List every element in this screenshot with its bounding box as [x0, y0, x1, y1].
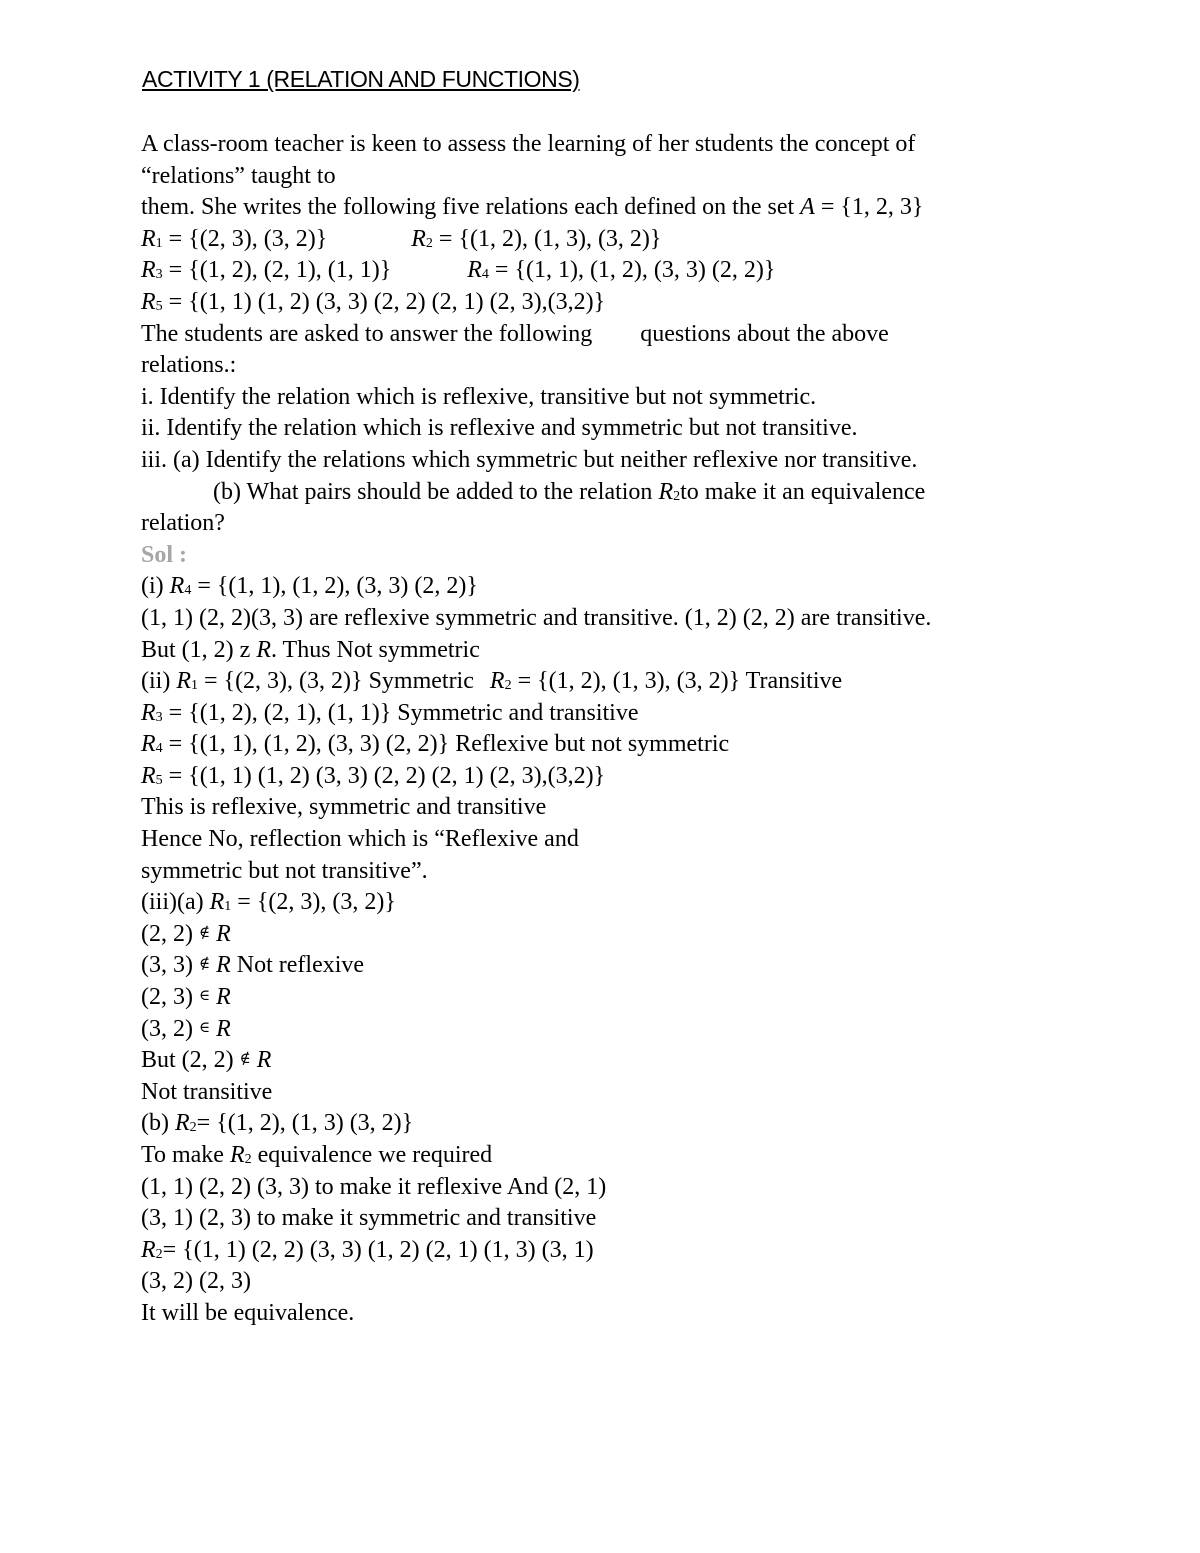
sol-b-line-4: (3, 1) (2, 3) to make it symmetric and transitive — [141, 1205, 597, 1232]
solution-label: Sol : — [141, 541, 188, 568]
sol-ii-line-3: $R_4 = \{(1$, 1), (1, 2), (3, 3) (2, 2)} Reflexive but not symmetric — [141, 731, 730, 758]
sol-ii-line-6: Hence No, reflection which is “Reflexive and — [141, 826, 579, 853]
not-in-symbol: ∉ — [239, 1051, 251, 1068]
sol-b-line-1: (b) $R_2= \{(1$, 2), (1, 3) (3, 2)} — [141, 1110, 414, 1137]
intro-line-1: A class-room teacher is keen to assess the learning of her students the concept of — [141, 131, 916, 157]
sol-conclusion: It will be equivalence. — [141, 1299, 355, 1326]
sol-b-line-3: (1, 1) (2, 2) (3, 3) to make it reflexive And (2, 1) — [141, 1173, 607, 1200]
sol-iii-line-6: But (2, 2) ∉ R — [141, 1045, 1081, 1077]
sol-ii-line-5: This is reflexive, symmetric and transitive — [141, 794, 547, 821]
sol-ii-line-2: $R_3 = \{(1$, 2), (2, 1), (1, 1)} Symmetric and transitive — [141, 699, 639, 726]
question-1: i. Identify the relation which is reflexive, transitive but not symmetric. — [141, 383, 817, 410]
sol-iii-line-3: (3, 3) ∉ R Not reflexive — [141, 950, 1081, 982]
sol-ii-line-1: (ii) $R_1 = \{(2$, 3), (3, 2)} Symmetric $R_2 = \{(1$, 2), (1, 3), (3, 2)} Transitive — [141, 668, 843, 695]
sol-iii-line-4: (2, 3) ∈ R — [141, 982, 1081, 1014]
relations-line-r3-r4: $R_3 = \{(1$, 2), (2, 1), (1, 1)} $R_4 = \{(1$, 1), (1, 2), (3, 3) (2, 2)} — [141, 257, 776, 284]
sol-ii-line-7: symmetric but not transitive”. — [141, 857, 428, 884]
relations-line-r1-r2: $R_1 = \{(2$, 3), (3, 2)} $R_2 = \{(1$, 2), (1, 3), (3, 2)} — [141, 225, 662, 252]
in-symbol: ∈ — [198, 988, 211, 1005]
document-title: ACTIVITY 1 (RELATION AND FUNCTIONS) — [142, 66, 580, 92]
sol-b-line-6: (3, 2) (2, 3) — [141, 1268, 251, 1295]
sol-iii-line-7: Not transitive — [141, 1078, 273, 1105]
sol-b-line-5: $R_2= \{(1$, 1) (2, 2) (3, 3) (1, 2) (2, 1) (1, 3) (3, 1) — [141, 1236, 594, 1263]
question-2: ii. Identify the relation which is reflexive and symmetric but not transitive. — [141, 415, 858, 442]
sol-ii-line-4: $R_5 = \{(1$, 1) (1, 2) (3, 3) (2, 2) (2, 1) (2, 3),(3,2)} — [141, 762, 606, 789]
sol-i-line-1: (i) $R_4 = \{(1$, 1), (1, 2), (3, 3) (2, 2)} — [141, 573, 478, 600]
document-body — [141, 129, 1081, 1330]
prompt-line-2: relations.: — [141, 352, 237, 379]
intro-line-3: them. She writes the following five relations each defined on the set A = {1, 2, 3} — [141, 194, 924, 221]
sol-iii-line-1: (iii)(a) $R_1 = \{(2$, 3), (3, 2)} — [141, 889, 396, 916]
sol-iii-line-2: (2, 2) ∉ R — [141, 919, 1081, 951]
intro-line-2: “relations” taught to — [141, 162, 336, 189]
sol-iii-line-5: (3, 2) ∈ R — [141, 1014, 1081, 1046]
relations-line-r5: $R_5 = \{(1$, 1) (1, 2) (3, 3) (2, 2) (2, 1) (2, 3),(3,2)} — [141, 288, 606, 315]
in-symbol: ∈ — [198, 1019, 211, 1036]
question-3a: iii. (a) Identify the relations which symmetric but neither reflexive nor transitive. — [141, 446, 918, 473]
not-in-symbol: ∉ — [198, 956, 211, 973]
question-3b-end: relation? — [141, 510, 225, 537]
question-3b: (b) What pairs should be added to the relation $R_2to$ make it an equivalence — [213, 478, 926, 505]
sol-i-line-2: (1, 1) (2, 2)(3, 3) are reflexive symmetric and transitive. (1, 2) (2, 2) are transitive. — [141, 604, 932, 631]
prompt-line-1: The students are asked to answer the following questions about the above — [141, 320, 889, 347]
sol-i-line-3: But (1, 2) z R. Thus Not symmetric — [141, 636, 480, 663]
sol-b-line-2: To make $R_2$ equivalence we required — [141, 1142, 493, 1168]
not-in-symbol: ∉ — [198, 924, 211, 941]
